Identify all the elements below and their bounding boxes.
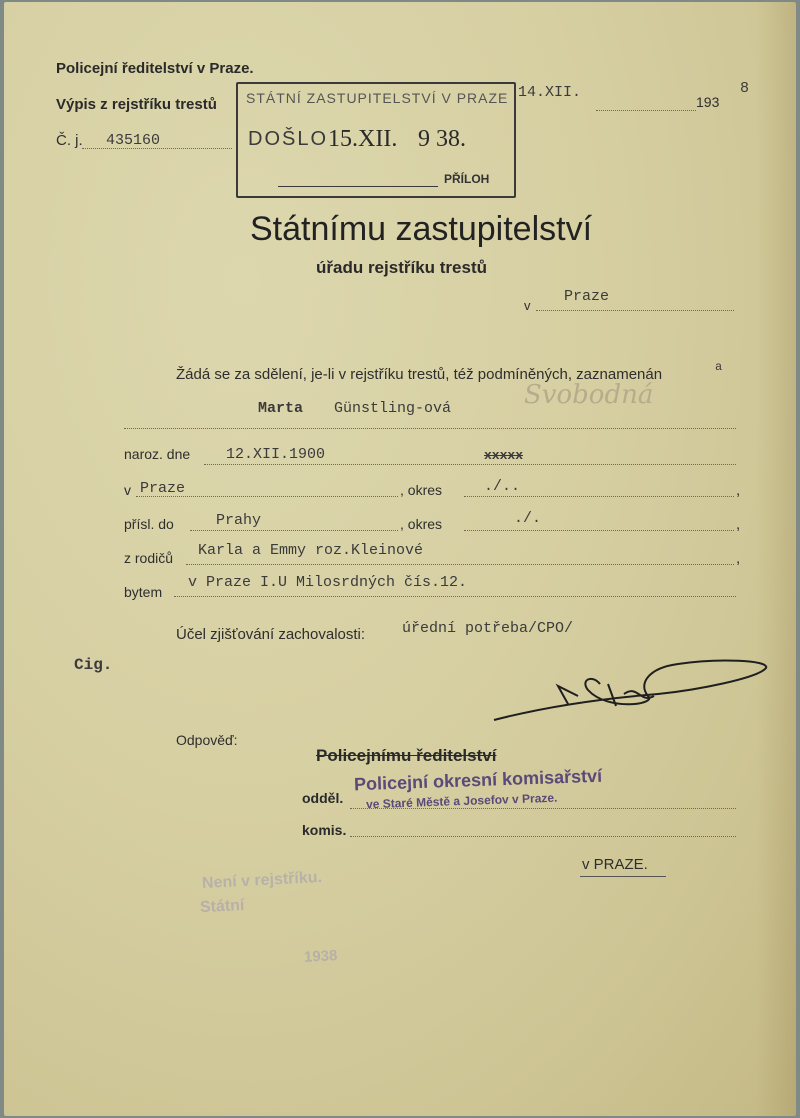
- commissariat-stamp-line1: Policejní okresní komisařství: [353, 765, 603, 795]
- directorate-struck: Policejnímu ředitelství: [316, 746, 497, 765]
- purpose-value: úřední potřeba/CPO/: [402, 620, 574, 637]
- year-digit: 8: [740, 80, 750, 97]
- domicile-label: přísl. do: [124, 516, 174, 532]
- parents-label: z rodičů: [124, 550, 174, 566]
- faded-stamp-line2: Státní: [199, 896, 245, 917]
- domicile-row-comma: ,: [736, 516, 741, 533]
- birth-date-value: 12.XII.1900: [226, 446, 326, 463]
- reference-dotted-line: [82, 148, 232, 149]
- issuing-authority: Policejní ředitelství v Praze.: [56, 60, 254, 77]
- name-dotted-line: [124, 428, 736, 429]
- handwritten-name: Svobodná: [524, 380, 654, 410]
- stamp-received-date: 15.XII.: [328, 126, 398, 152]
- typed-date: 14.XII.: [518, 84, 582, 101]
- year-prefix: 193: [696, 94, 720, 110]
- subject-first-name: Marta: [258, 400, 304, 417]
- recipient-place-prefix: v: [524, 298, 531, 313]
- date-dotted-line: [596, 110, 696, 111]
- reference-label: Č. j.: [56, 132, 83, 149]
- birth-extra-struck: xxxxx: [484, 448, 524, 463]
- answer-city: v PRAZE.: [582, 856, 648, 873]
- reference-number: 435160: [106, 132, 161, 149]
- answer-label: Odpověď:: [176, 732, 238, 748]
- extract-label: Výpis z rejstříku trestů: [56, 96, 217, 113]
- residence-dotted-line: [174, 596, 736, 597]
- parents-value: Karla a Emmy roz.Kleinové: [198, 542, 424, 559]
- subject-last-name: Günstling-ová: [334, 400, 452, 417]
- request-intro-suffix: a: [715, 360, 723, 374]
- recipient-subtitle: úřadu rejstříku trestů: [316, 258, 487, 277]
- domicile-district-label: , okres: [400, 516, 443, 532]
- document-page: [4, 2, 796, 1116]
- stamp-received-label: DOŠLO: [248, 128, 329, 150]
- stamp-attachment-line: [278, 186, 438, 187]
- birthplace-value: Praze: [140, 480, 186, 497]
- residence-value: v Praze I.U Milosrdných čís.12.: [188, 574, 468, 591]
- domicile-district-dotted-line: [464, 530, 734, 531]
- receipt-stamp: [236, 82, 516, 198]
- city-underline: [580, 876, 666, 877]
- purpose-label: Účel zjišťování zachovalosti:: [176, 626, 366, 643]
- stamp-received-year: 9 38.: [418, 126, 466, 152]
- birth-row-comma: ,: [736, 482, 741, 499]
- recipient-place: Praze: [564, 288, 610, 305]
- stamp-office: STÁTNÍ ZASTUPITELSTVÍ V PRAZE: [246, 90, 509, 106]
- faded-stamp-line1: Není v rejstříku.: [201, 868, 323, 893]
- recipient-title: Státnímu zastupitelství: [250, 210, 593, 248]
- department-dotted-line: [350, 808, 736, 809]
- domicile-dotted-line: [190, 530, 398, 531]
- commissariat-label: komis.: [302, 822, 347, 838]
- birthplace-label: v: [124, 482, 131, 498]
- faded-stamp-line3: 1938: [303, 947, 338, 966]
- domicile-value: Prahy: [216, 512, 262, 529]
- department-label: odděl.: [302, 790, 344, 806]
- clerk-initials: Cig.: [74, 656, 113, 674]
- commissariat-stamp-line2: ve Staré Městě a Josefov v Praze.: [365, 790, 558, 812]
- request-intro: Žádá se za sdělení, je-li v rejstříku trestů, též podmíněných, zaznamenán: [176, 366, 663, 383]
- birth-district-dotted-line: [464, 496, 734, 497]
- place-dotted-line: [536, 310, 734, 311]
- commissariat-dotted-line: [350, 836, 736, 837]
- residence-label: bytem: [124, 584, 163, 600]
- birth-date-dotted-line: [204, 464, 736, 465]
- stamp-attachments: PŘÍLOH: [444, 172, 490, 186]
- domicile-district-value: ./.: [514, 510, 542, 527]
- birthplace-dotted-line: [136, 496, 398, 497]
- birth-district-label: , okres: [400, 482, 443, 498]
- signature-mark: [488, 654, 778, 728]
- birth-district-value: ./..: [484, 478, 521, 495]
- parents-row-comma: ,: [736, 550, 741, 567]
- birth-date-label: naroz. dne: [124, 446, 191, 462]
- parents-dotted-line: [186, 564, 734, 565]
